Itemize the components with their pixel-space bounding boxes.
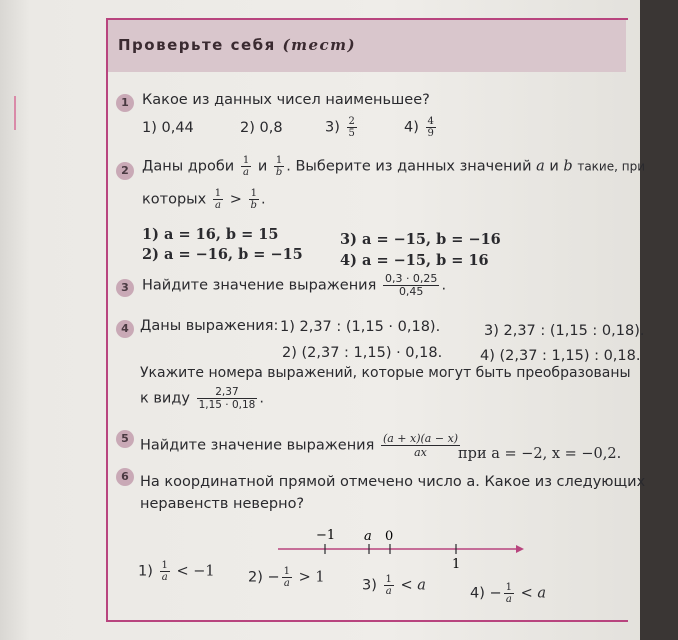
numerator: 2,37: [197, 386, 258, 399]
q2-condition: которых $\frac{1}{a}$ > $\frac{1}{b}$ .: [142, 188, 266, 211]
numerator: 1: [161, 560, 168, 571]
question-number-4: 4: [116, 320, 134, 338]
denominator: a: [243, 167, 249, 178]
q2-var-a: a: [536, 158, 545, 175]
question-number-6: 6: [116, 468, 134, 486]
page-edge: [640, 0, 678, 640]
q1-option-2: 2) 0,8: [240, 120, 283, 136]
q4-text-2: Укажите номера выражений, которые могут быть преобразованы: [140, 365, 631, 381]
denominator: b: [250, 200, 257, 211]
title-subtitle: (тест): [282, 36, 357, 54]
q1-option-3-fraction: [347, 116, 357, 139]
bookmark-ribbon: [14, 96, 16, 130]
q6-option-1: [138, 560, 215, 583]
q2-option-4: 4) a = −15, b = 16: [340, 252, 489, 269]
q6-option-3: [362, 574, 426, 597]
numerator: 1: [214, 188, 222, 199]
q2-text: [142, 155, 645, 178]
numerator: 1: [283, 566, 291, 577]
q5-fraction: [381, 432, 460, 459]
q2-frac-1b: [274, 155, 284, 178]
q6-option-2: [248, 566, 325, 589]
question-number-1: 1: [116, 94, 134, 112]
q6-option-3-rest: < a: [400, 577, 426, 594]
test-title: [118, 36, 356, 54]
q6-option-4-fraction: [504, 582, 514, 605]
q2-and: и: [257, 158, 268, 175]
q3-fraction: [383, 273, 439, 298]
q6-text-2: неравенств неверно?: [140, 496, 305, 512]
denominator: ax: [414, 446, 427, 459]
q6-option-1-fraction: [160, 560, 170, 583]
q2-option-2: 2) a = −16, b = −15: [142, 246, 303, 263]
q4-expr-3: 3) 2,37 : (1,15 : 0,18).: [484, 323, 645, 339]
q1-option-4: [404, 116, 438, 139]
question-number-3: 3: [116, 279, 134, 297]
q2-cond-frac-a: [213, 188, 223, 211]
q2-and-2: и: [549, 158, 559, 175]
numerator: 1: [249, 188, 259, 200]
q4-expr-1: 1) 2,37 : (1,15 · 0,18).: [280, 319, 441, 335]
q6-option-4: [470, 582, 546, 605]
q4-text-3: [140, 386, 264, 411]
label-zero: 0: [385, 529, 394, 544]
denominator: a: [385, 586, 392, 597]
numerator: 1: [385, 574, 392, 585]
numerator: 2: [348, 116, 355, 127]
q5-text: [140, 432, 462, 459]
denominator: a: [505, 594, 512, 605]
denominator: 0,45: [398, 285, 424, 298]
q3-end: .: [441, 277, 447, 294]
q6-option-2-fraction: [282, 566, 292, 589]
q6-option-1-prefix: 1): [138, 563, 153, 580]
q6-text: На координатной прямой отмечено число a. Какое из следующих: [140, 474, 646, 490]
q3-text: [142, 273, 446, 298]
q6-option-1-rest: < −1: [176, 563, 215, 580]
denominator: a: [283, 578, 290, 589]
denominator: b: [275, 167, 283, 178]
question-number-2: 2: [116, 162, 134, 180]
q4-end: .: [259, 390, 264, 407]
denominator: a: [161, 572, 168, 583]
denominator: 5: [348, 128, 355, 139]
q6-option-3-fraction: [384, 574, 394, 597]
q3-text-label: Найдите значение выражения: [142, 277, 377, 294]
q2-option-3: 3) a = −15, b = −16: [340, 231, 501, 248]
numerator: 4: [427, 116, 434, 127]
q4-expr-2: 2) (2,37 : 1,15) · 0,18.: [282, 345, 443, 361]
q2-cond-frac-b: [249, 188, 259, 211]
q2-var-b: b: [563, 158, 573, 175]
number-line-arrow: [516, 545, 524, 553]
q1-option-3-label: 3): [325, 119, 340, 136]
q6-option-2-prefix: 2): [248, 569, 263, 586]
q1-option-4-label: 4): [404, 119, 419, 136]
q2-greater-sign: >: [229, 191, 242, 208]
q4-expr-4: 4) (2,37 : 1,15) : 0,18.: [480, 348, 641, 364]
q6-option-2-rest: > 1: [298, 569, 325, 586]
question-number-5: 5: [116, 430, 134, 448]
q2-option-1: 1) a = 16, b = 15: [142, 226, 279, 243]
q1-text: Какое из данных чисел наименьшее?: [142, 92, 430, 108]
q2-text-a: Даны дроби: [142, 158, 235, 175]
q6-option-2-sign: −: [267, 569, 280, 586]
q2-frac-1a: [241, 155, 251, 178]
q6-option-4-prefix: 4): [470, 585, 485, 602]
label-one: 1: [452, 557, 461, 572]
numerator: 1: [274, 155, 284, 167]
numerator: 0,3 · 0,25: [384, 272, 438, 285]
title-text: Проверьте себя: [118, 36, 276, 54]
q6-option-3-prefix: 3): [362, 577, 377, 594]
q6-option-4-rest: < a: [520, 585, 547, 602]
numerator: 1: [242, 155, 250, 166]
q2-text-b: . Выберите из данных значений: [286, 158, 532, 175]
q5-text-label: Найдите значение выражения: [140, 437, 375, 454]
numerator: 1: [505, 582, 513, 593]
q6-option-4-sign: −: [489, 585, 502, 602]
q4-fraction: [197, 386, 258, 411]
numerator: (a + x)(a − x): [382, 432, 459, 445]
q4-text-3-label: к виду: [140, 390, 190, 407]
q5-condition: при a = −2, x = −0,2.: [458, 446, 622, 462]
label-minus-one: −1: [316, 528, 336, 543]
denominator: 1,15 · 0,18: [198, 399, 256, 411]
q4-text: Даны выражения:: [140, 318, 279, 334]
q2-text-d: которых: [142, 191, 207, 208]
denominator: a: [215, 200, 221, 211]
q1-option-4-fraction: [426, 116, 436, 139]
denominator: 9: [427, 128, 434, 139]
q1-option-3: [325, 116, 359, 139]
q2-text-c: такие, при: [577, 159, 645, 174]
label-a: a: [364, 529, 372, 544]
q1-option-1: 1) 0,44: [142, 120, 194, 136]
